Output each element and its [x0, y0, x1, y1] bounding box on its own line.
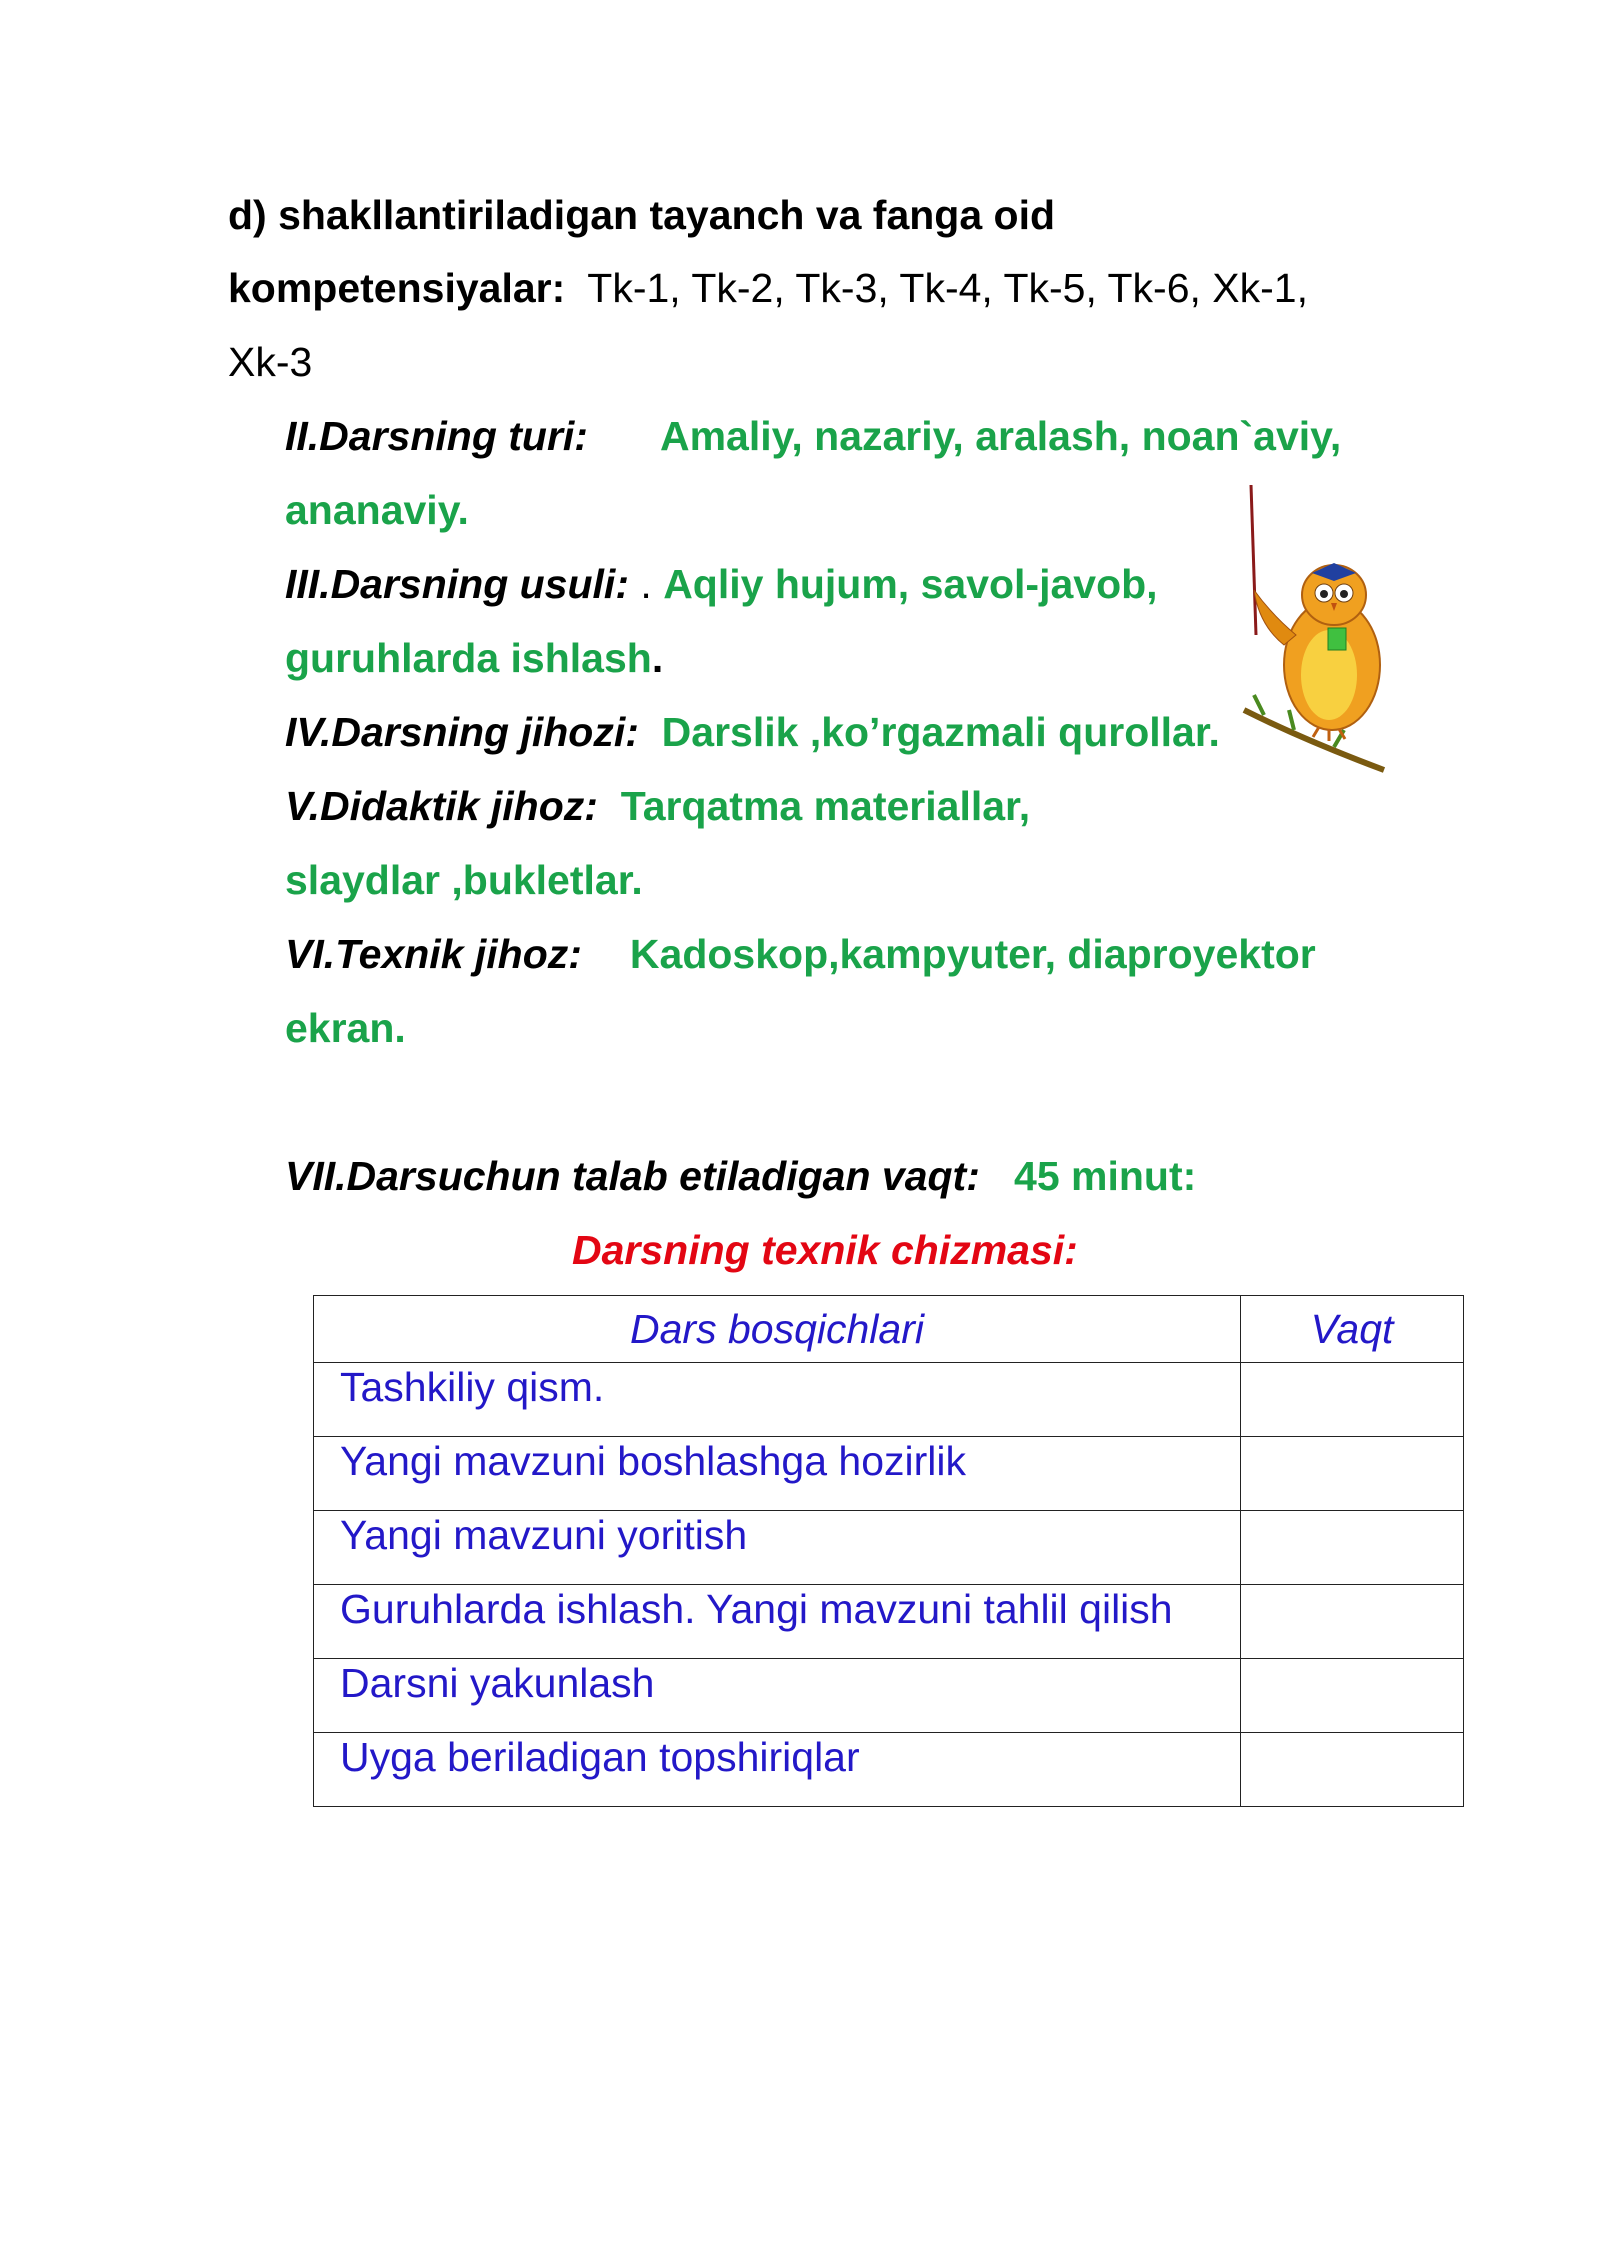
lesson-type-label: II.Darsning turi: [285, 413, 588, 459]
competency-values-cont: Xk-3 [228, 339, 313, 385]
lesson-method-label: III.Darsning usuli: [285, 561, 629, 607]
technical-equipment [285, 930, 1316, 979]
didactic-equipment-value: Tarqatma materiallar, [620, 783, 1031, 829]
stage-cell: Darsni yakunlash [314, 1659, 1241, 1733]
table-row [314, 1733, 1464, 1807]
didactic-equipment-label: V.Didaktik jihoz: [285, 783, 598, 829]
lesson-equipment [285, 708, 1220, 757]
table-row [314, 1585, 1464, 1659]
lesson-type-value: Amaliy, nazariy, aralash, noan`aviy, [659, 413, 1342, 459]
stage-cell: Yangi mavzuni yoritish [314, 1511, 1241, 1585]
lesson-method-cont [285, 634, 663, 683]
table-header-stages: Dars bosqichlari [314, 1296, 1241, 1363]
competency-label: kompetensiyalar: [228, 265, 566, 311]
chizma-title: Darsning texnik chizmasi: [572, 1227, 1078, 1273]
lesson-time [285, 1152, 1196, 1201]
competency-values: Tk-1, Tk-2, Tk-3, Tk-4, Tk-5, Tk-6, Xk-1, [587, 265, 1308, 311]
stage-cell: Tashkiliy qism. [314, 1363, 1241, 1437]
lesson-method-sep: . [640, 561, 652, 607]
lesson-plan-table [313, 1295, 1464, 1807]
table-row [314, 1363, 1464, 1437]
time-cell [1241, 1437, 1464, 1511]
time-cell [1241, 1659, 1464, 1733]
time-cell [1241, 1511, 1464, 1585]
stage-cell: Guruhlarda ishlash. Yangi mavzuni tahlil qilish [314, 1585, 1241, 1659]
didactic-equipment [285, 782, 1030, 831]
table-row [314, 1659, 1464, 1733]
table-row [314, 1437, 1464, 1511]
owl-with-pointer-icon [1234, 485, 1394, 775]
lesson-method-value-cont: guruhlarda ishlash [285, 635, 652, 681]
table-header-time: Vaqt [1241, 1296, 1464, 1363]
lesson-time-label: VII.Darsuchun talab etiladigan vaqt: [285, 1153, 980, 1199]
technical-equipment-value: Kadoskop,kampyuter, diaproyektor [629, 931, 1316, 977]
time-cell [1241, 1585, 1464, 1659]
technical-equipment-label: VI.Texnik jihoz: [285, 931, 582, 977]
lesson-method-end: . [651, 635, 664, 681]
stage-cell: Uyga beriladigan topshiriqlar [314, 1733, 1241, 1807]
lesson-type [285, 412, 1341, 461]
lesson-time-value: 45 minut: [1014, 1153, 1197, 1199]
didactic-equipment-value-cont: slaydlar ,bukletlar. [285, 857, 643, 903]
lesson-equipment-label: IV.Darsning jihozi: [285, 709, 639, 755]
lesson-method [285, 560, 1158, 609]
technical-equipment-value-cont: ekran. [285, 1005, 406, 1051]
table-row [314, 1511, 1464, 1585]
time-cell [1241, 1733, 1464, 1807]
lesson-method-value: Aqliy hujum, savol-javob, [663, 561, 1158, 607]
table-header-row [314, 1296, 1464, 1363]
competency-heading: d) shakllantiriladigan tayanch va fanga oid [228, 192, 1056, 238]
lesson-equipment-value: Darslik ,ko’rgazmali qurollar. [661, 709, 1220, 755]
competency-line [228, 264, 1308, 313]
lesson-type-value-cont: ananaviy. [285, 487, 469, 533]
stage-cell: Yangi mavzuni boshlashga hozirlik [314, 1437, 1241, 1511]
time-cell [1241, 1363, 1464, 1437]
